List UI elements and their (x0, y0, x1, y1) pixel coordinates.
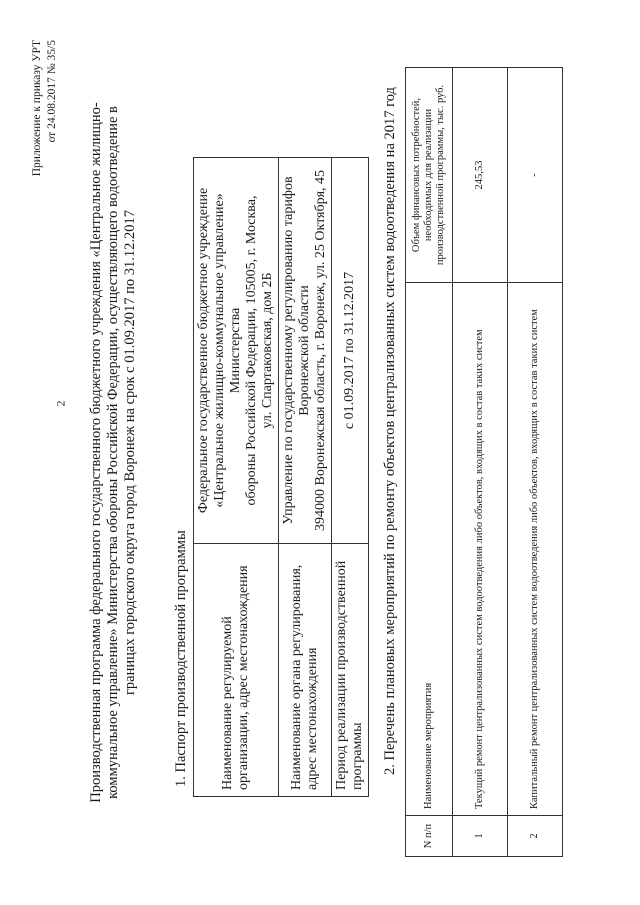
row-amount: 245,53 (453, 68, 508, 283)
passport-row-period (332, 158, 369, 797)
passport-value (279, 158, 332, 544)
value-line: «Центральное жилищно-коммунальное управление» Министерства (212, 193, 243, 508)
passport-value (194, 158, 279, 544)
table-row (508, 68, 563, 857)
passport-row-regulator (279, 158, 332, 797)
appendix-note (30, 40, 60, 176)
passport-value (332, 158, 369, 544)
title-line-2: коммунальное управление» Министерства обороны Российской Федерации, осуществляющего водоотведение в (105, 106, 121, 799)
value-line: Управление по государственному регулированию тарифов (281, 176, 296, 525)
row-name: Капитальный ремонт централизованных систем водоотведения либо объектов, входящих в состав таких систем (508, 283, 563, 816)
header-amount: Объем финансовых потребностей, необходимых для реализации производственной программы, тыс. руб. (406, 68, 453, 283)
passport-table (193, 157, 369, 797)
row-num: 2 (508, 816, 563, 857)
document-title (88, 40, 139, 865)
title-line-1: Производственная программа федерального государственного бюджетного учреждения «Центральное жилищно- (88, 102, 104, 803)
header-name: Наименование мероприятия (406, 283, 453, 816)
appendix-line-1: Приложение к приказу УРТ (31, 40, 43, 177)
table-header-row (406, 68, 453, 857)
section-1-heading: 1. Паспорт производственной программы (173, 530, 189, 787)
passport-row-organization (194, 158, 279, 797)
passport-label: Период реализации производственной программы (332, 544, 369, 797)
value-line: ул. Спартаковская, дом 2Б (260, 272, 275, 429)
passport-label: Наименование органа регулирования, адрес местонахождения (279, 544, 332, 797)
table-row (453, 68, 508, 857)
row-amount: - (508, 68, 563, 283)
planned-measures-table (405, 67, 563, 857)
value-line: с 01.09.2017 по 31.12.2017 (342, 271, 357, 430)
value-line: Воронежской области (297, 285, 312, 416)
section-2-heading: 2. Перечень плановых мероприятий по ремонту объектов централизованных систем водоотведения на 2017 год (382, 87, 398, 775)
value-line: 394000 Воронежская область, г. Воронеж, ул. 25 Октября, 45 (313, 169, 328, 532)
page-number: 2 (53, 400, 68, 407)
value-line: Федеральное государственное бюджетное учреждение (196, 187, 211, 514)
header-num: N п/п (406, 816, 453, 857)
appendix-line-2: от 24.08.2017 № 35/5 (46, 40, 58, 143)
title-line-3: границах городского округа город Воронеж на срок с 01.09.2017 по 31.12.2017 (122, 210, 138, 696)
row-num: 1 (453, 816, 508, 857)
row-name: Текущий ремонт централизованных систем водоотведения либо объектов, входящих в состав таких систем (453, 283, 508, 816)
value-line: обороны Российской Федерации, 105005, г. Москва, (244, 195, 259, 506)
passport-label: Наименование регулируемой организации, адрес местонахождения (194, 544, 279, 797)
